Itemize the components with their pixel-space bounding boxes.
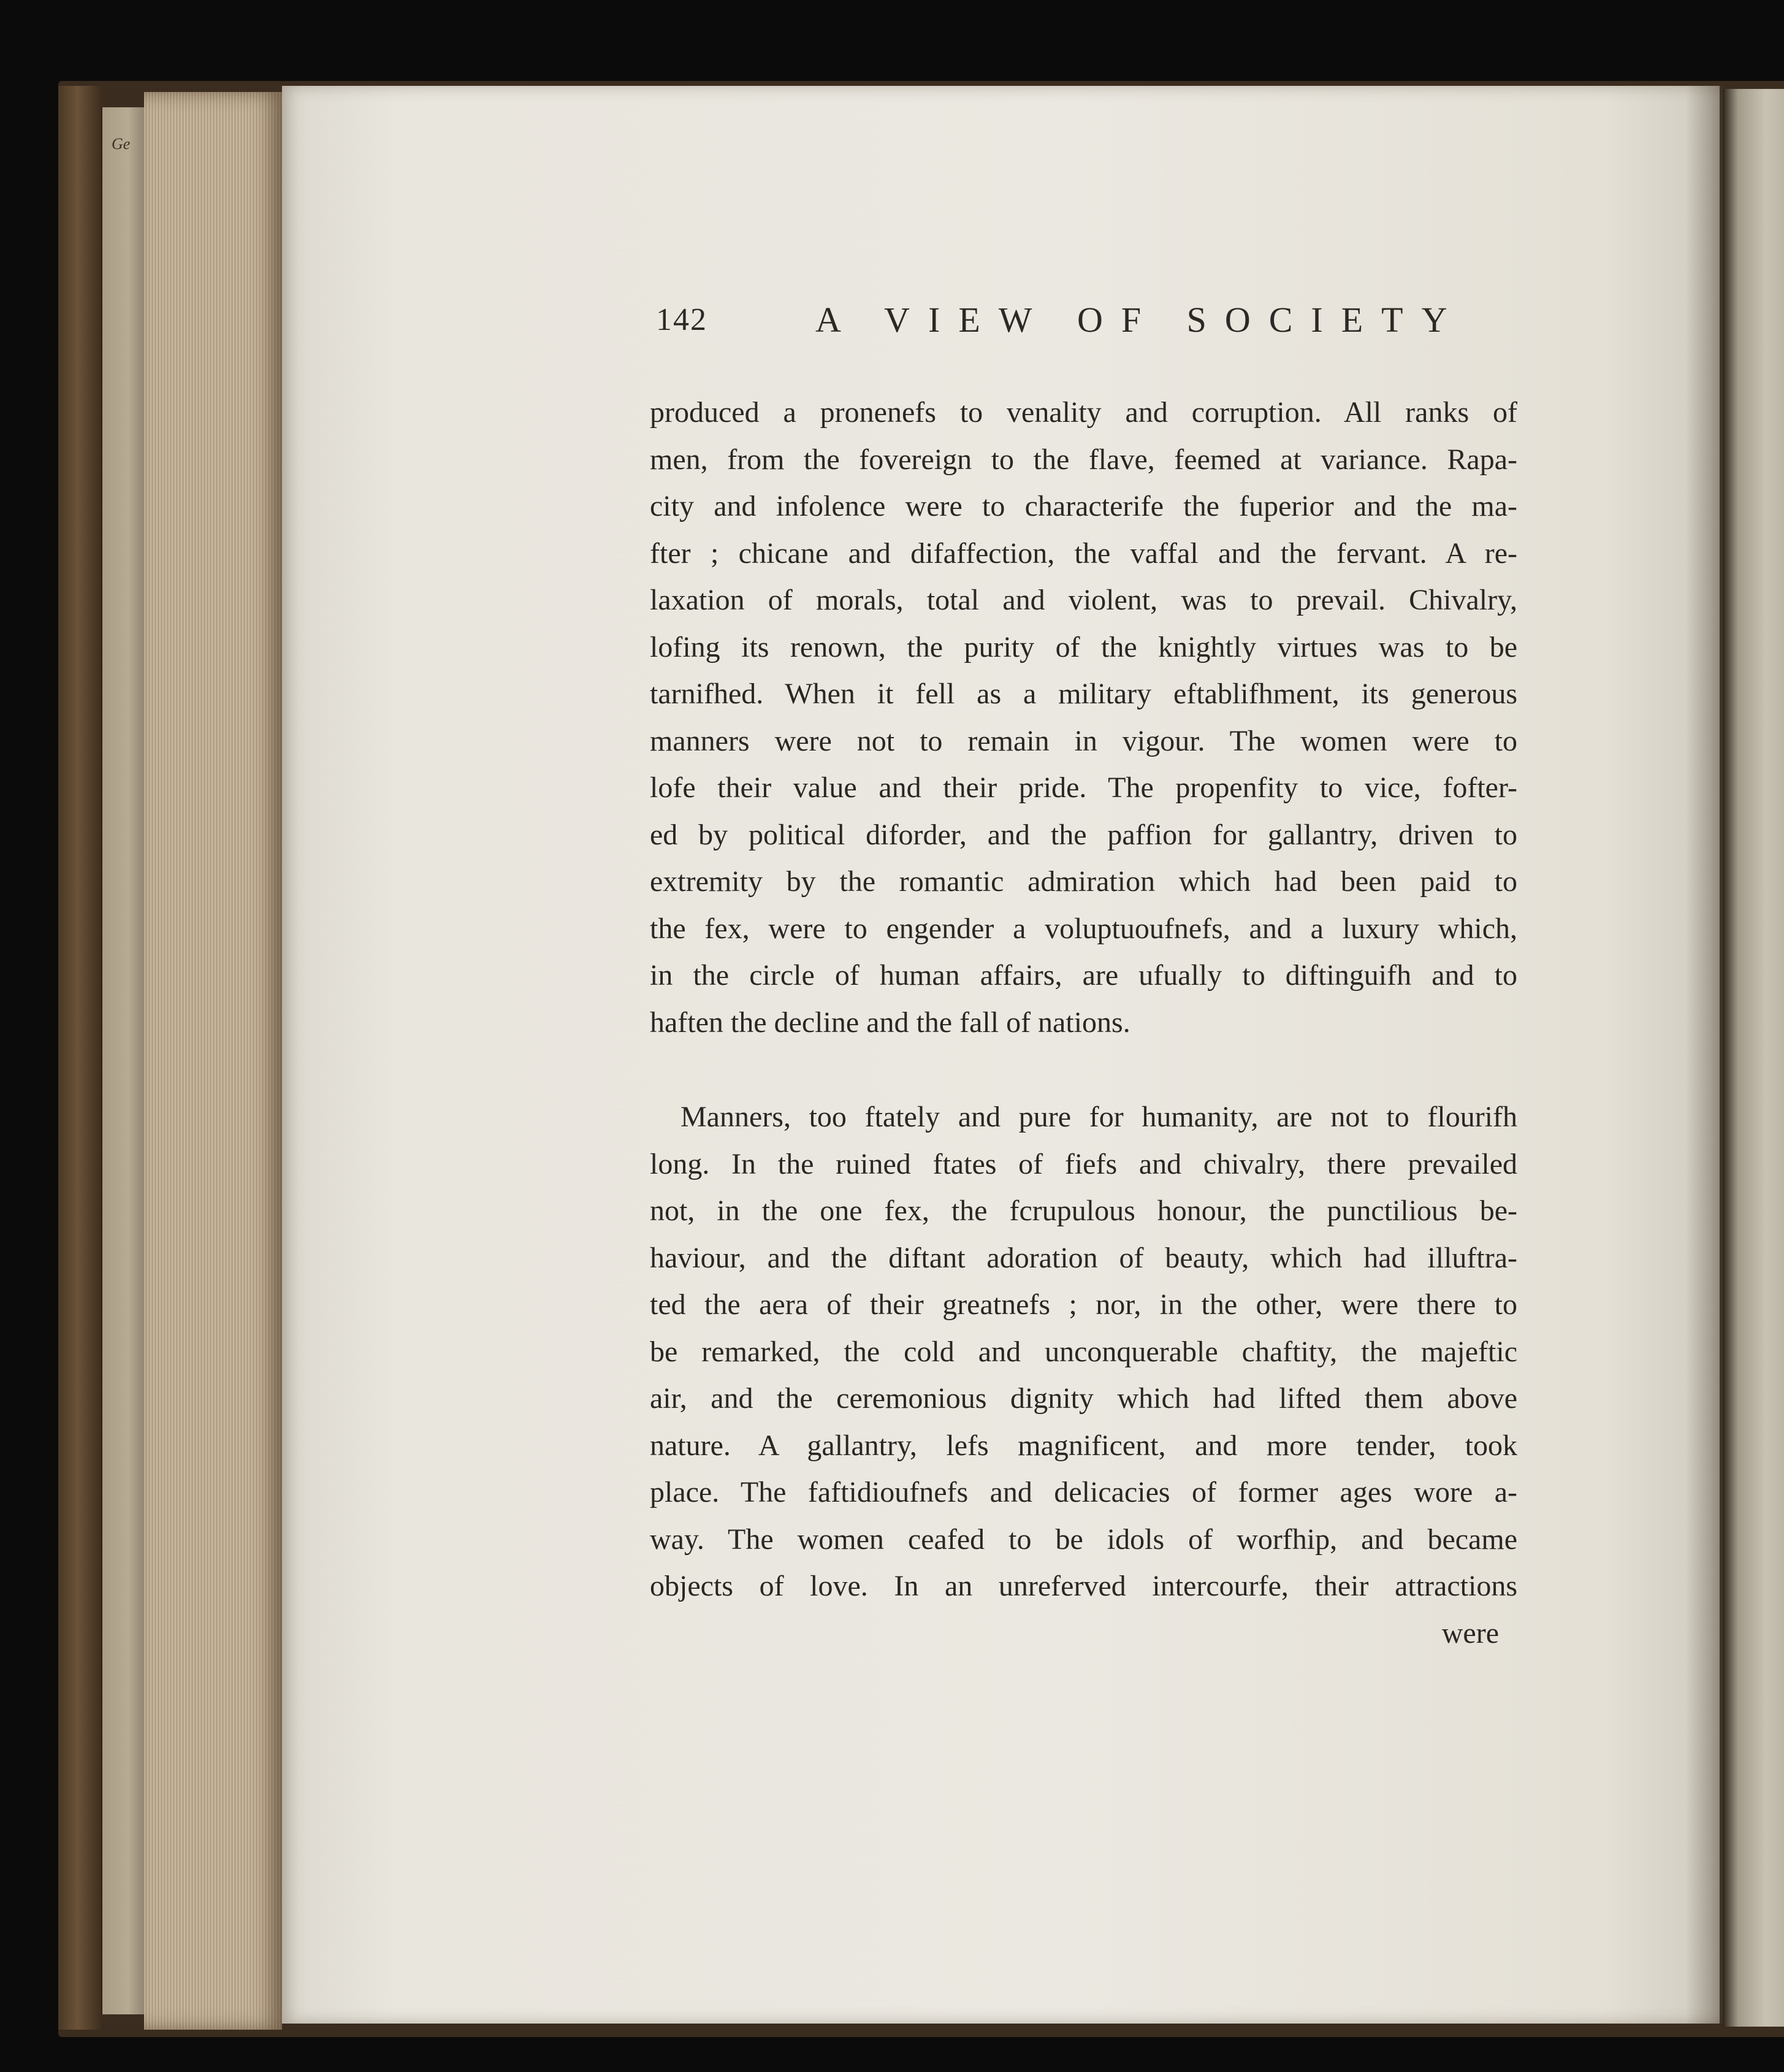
text-line: ed by political diforder, and the paffion for gallantry, driven to <box>650 818 1517 851</box>
endpaper-label: Ge <box>112 135 131 153</box>
page-number: 142 <box>656 302 707 337</box>
facing-page-edge <box>1723 89 1784 2027</box>
text-line: lofe their value and their pride. The propenfity to vice, fofter- <box>650 771 1517 804</box>
page-title: A VIEW OF SOCIETY <box>815 300 1466 340</box>
text-line: ted the aera of their greatnefs ; nor, in the other, were there to <box>650 1288 1517 1321</box>
page-block-edges <box>144 92 282 2030</box>
running-head <box>656 299 1466 348</box>
text-line: fter ; chicane and difaffection, the vaffal and the fervant. A re- <box>650 537 1517 570</box>
endpaper-strip <box>101 107 145 2014</box>
text-line: haviour, and the diftant adoration of beauty, which had illuftra- <box>650 1241 1517 1274</box>
text-line: in the circle of human affairs, are ufually to diftinguifh and to <box>650 959 1517 992</box>
catchword: were <box>1441 1616 1499 1650</box>
body-text <box>650 389 1517 1657</box>
text-line: men, from the fovereign to the flave, feemed at variance. Rapa- <box>650 443 1517 476</box>
text-line: air, and the ceremonious dignity which had lifted them above <box>650 1382 1517 1415</box>
text-line: produced a pronenefs to venality and corruption. All ranks of <box>650 396 1517 429</box>
text-line: lofing its renown, the purity of the knightly virtues was to be <box>650 630 1517 663</box>
text-line: way. The women ceafed to be idols of worfhip, and became <box>650 1523 1517 1556</box>
text-line: manners were not to remain in vigour. The women were to <box>650 724 1517 757</box>
text-line: not, in the one fex, the fcrupulous honour, the punctilious be- <box>650 1195 1517 1227</box>
paragraph-gap <box>650 1046 1517 1094</box>
text-line: Manners, too ftately and pure for humanity, are not to flourifh <box>680 1101 1517 1133</box>
paragraph-1 <box>650 389 1517 1046</box>
text-line: be remarked, the cold and unconquerable chaftity, the majeftic <box>650 1335 1517 1368</box>
text-line: objects of love. In an unreferved intercourfe, their attractions <box>650 1570 1517 1602</box>
text-line: place. The faftidioufnefs and delicacies of former ages wore a- <box>650 1476 1517 1508</box>
text-line: laxation of morals, total and violent, was to prevail. Chivalry, <box>650 584 1517 616</box>
text-line: nature. A gallantry, lefs magnificent, and more tender, took <box>650 1429 1517 1462</box>
gutter-shadow <box>1686 86 1723 2024</box>
text-line: long. In the ruined ftates of fiefs and chivalry, there prevailed <box>650 1147 1517 1180</box>
book-spine-edge <box>58 86 101 2030</box>
text-line: haften the decline and the fall of nations. <box>650 1006 1130 1039</box>
text-line: city and infolence were to characterife the fuperior and the ma- <box>650 490 1517 522</box>
text-line: the fex, were to engender a voluptuoufnefs, and a luxury which, <box>650 912 1517 945</box>
text-line: tarnifhed. When it fell as a military eftablifhment, its generous <box>650 678 1517 710</box>
text-line: extremity by the romantic admiration which had been paid to <box>650 865 1517 898</box>
paragraph-2 <box>650 1094 1517 1610</box>
